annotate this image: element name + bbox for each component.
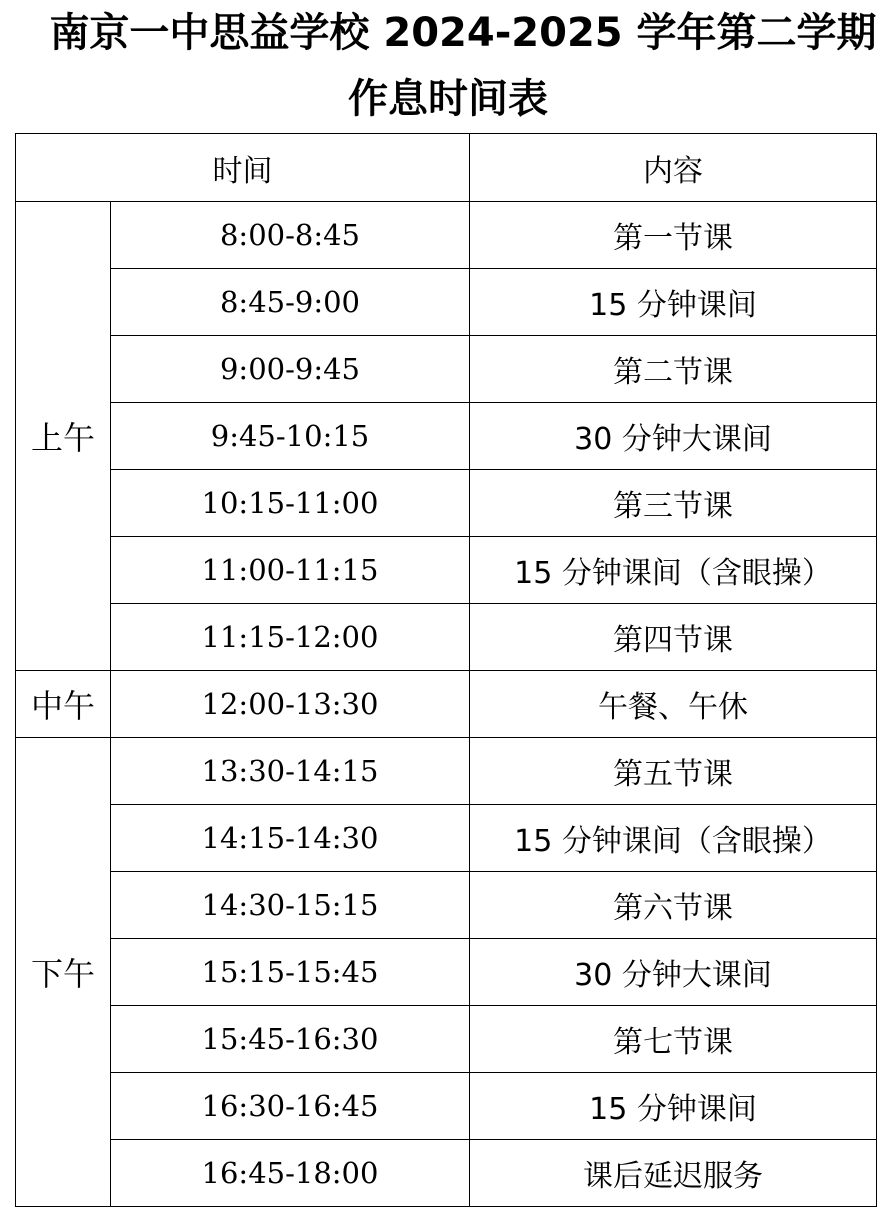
table-row [16,202,877,269]
time-cell: 9:45-10:15 [111,403,470,470]
time-cell: 11:00-11:15 [111,537,470,604]
content-cell: 30 分钟大课间 [470,403,877,470]
header-content: 内容 [470,134,877,202]
period-morning: 上午 [16,202,111,671]
content-cell: 午餐、午休 [470,671,877,738]
schedule-table [15,133,877,1207]
document-subtitle: 作息时间表 [348,76,548,122]
time-cell: 12:00-13:30 [111,671,470,738]
content-cell: 第七节课 [470,1006,877,1073]
content-cell: 第五节课 [470,738,877,805]
time-cell: 11:15-12:00 [111,604,470,671]
table-row [16,671,877,738]
table-row [16,1140,877,1207]
table-row [16,403,877,470]
table-row [16,1073,877,1140]
content-cell: 15 分钟课间（含眼操） [470,537,877,604]
content-cell: 第一节课 [470,202,877,269]
content-cell: 第四节课 [470,604,877,671]
table-header-row [16,134,877,202]
period-afternoon: 下午 [16,738,111,1207]
table-row [16,604,877,671]
time-cell: 16:45-18:00 [111,1140,470,1207]
content-cell: 15 分钟课间 [470,269,877,336]
time-cell: 14:15-14:30 [111,805,470,872]
table-row [16,738,877,805]
table-row [16,537,877,604]
time-cell: 10:15-11:00 [111,470,470,537]
table-row [16,470,877,537]
content-cell: 课后延迟服务 [470,1140,877,1207]
table-row [16,805,877,872]
table-row [16,1006,877,1073]
table-row [16,336,877,403]
table-row [16,872,877,939]
period-noon: 中午 [16,671,111,738]
time-cell: 16:30-16:45 [111,1073,470,1140]
time-cell: 15:45-16:30 [111,1006,470,1073]
content-cell: 第六节课 [470,872,877,939]
content-cell: 第二节课 [470,336,877,403]
time-cell: 15:15-15:45 [111,939,470,1006]
header-time: 时间 [16,134,470,202]
table-row [16,939,877,1006]
content-cell: 15 分钟课间（含眼操） [470,805,877,872]
table-row [16,269,877,336]
time-cell: 13:30-14:15 [111,738,470,805]
time-cell: 14:30-15:15 [111,872,470,939]
document-title: 南京一中思益学校 2024-2025 学年第二学期 [49,10,877,56]
content-cell: 第三节课 [470,470,877,537]
time-cell: 9:00-9:45 [111,336,470,403]
content-cell: 30 分钟大课间 [470,939,877,1006]
content-cell: 15 分钟课间 [470,1073,877,1140]
time-cell: 8:45-9:00 [111,269,470,336]
time-cell: 8:00-8:45 [111,202,470,269]
